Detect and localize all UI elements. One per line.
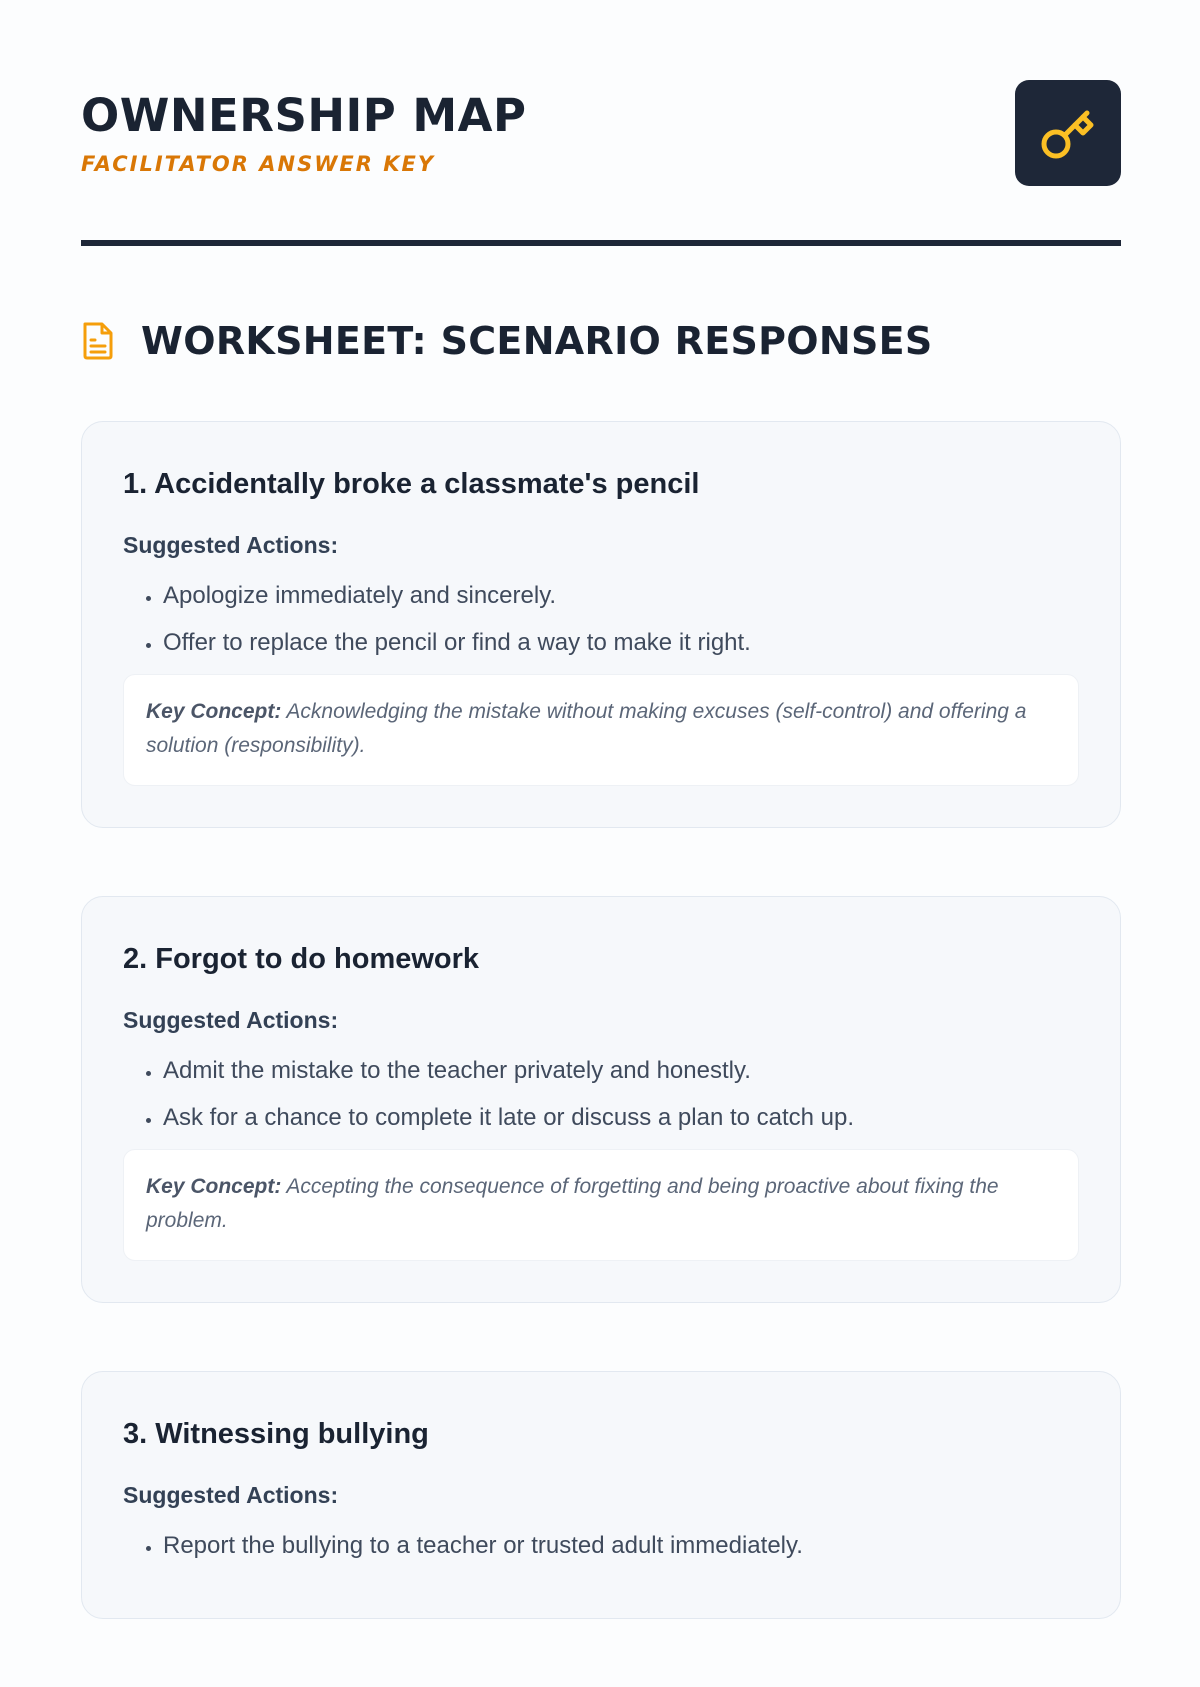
page-header xyxy=(81,0,1121,245)
actions-list xyxy=(123,1055,1079,1134)
action-item: • Admit the mistake to the teacher privately and honestly. xyxy=(163,1055,1079,1087)
actions-label: Suggested Actions: xyxy=(123,532,339,558)
section-heading xyxy=(81,313,933,369)
key-concept-label: Key Concept: xyxy=(146,700,282,723)
scenario-title: 2. Forgot to do homework xyxy=(123,943,480,975)
key-concept-text: Accepting the consequence of forgetting and being proactive about fixing the problem. xyxy=(146,1175,999,1232)
header-divider xyxy=(81,240,1121,246)
answer-key-page xyxy=(81,0,1121,1559)
key-concept-box xyxy=(123,1149,1079,1261)
actions-list xyxy=(123,1530,1079,1562)
scenario-title: 3. Witnessing bullying xyxy=(123,1418,429,1450)
scenario-card xyxy=(81,1371,1121,1619)
action-item: • Apologize immediately and sincerely. xyxy=(163,580,1079,612)
action-item: • Ask for a chance to complete it late or discuss a plan to catch up. xyxy=(163,1102,1079,1134)
scenario-title: 1. Accidentally broke a classmate's pencil xyxy=(123,468,700,500)
actions-label: Suggested Actions: xyxy=(123,1007,339,1033)
action-item: • Offer to replace the pencil or find a way to make it right. xyxy=(163,627,1079,659)
key-concept-label: Key Concept: xyxy=(146,1175,282,1198)
actions-label: Suggested Actions: xyxy=(123,1482,339,1508)
page-subtitle: FACILITATOR ANSWER KEY xyxy=(81,152,436,176)
key-icon xyxy=(1035,100,1101,166)
logo-badge xyxy=(1015,80,1121,186)
section-title: WORKSHEET: SCENARIO RESPONSES xyxy=(141,319,933,363)
key-concept-box xyxy=(123,674,1079,786)
scenario-list xyxy=(81,421,1121,1687)
page-title: OWNERSHIP MAP xyxy=(81,89,527,142)
scenario-card xyxy=(81,421,1121,828)
scenario-card xyxy=(81,896,1121,1303)
document-icon xyxy=(81,319,119,363)
key-concept-text: Acknowledging the mistake without making excuses (self-control) and offering a solution (responsibility). xyxy=(146,700,1027,757)
action-item: • Report the bullying to a teacher or trusted adult immediately. xyxy=(163,1530,1079,1562)
actions-list xyxy=(123,580,1079,659)
